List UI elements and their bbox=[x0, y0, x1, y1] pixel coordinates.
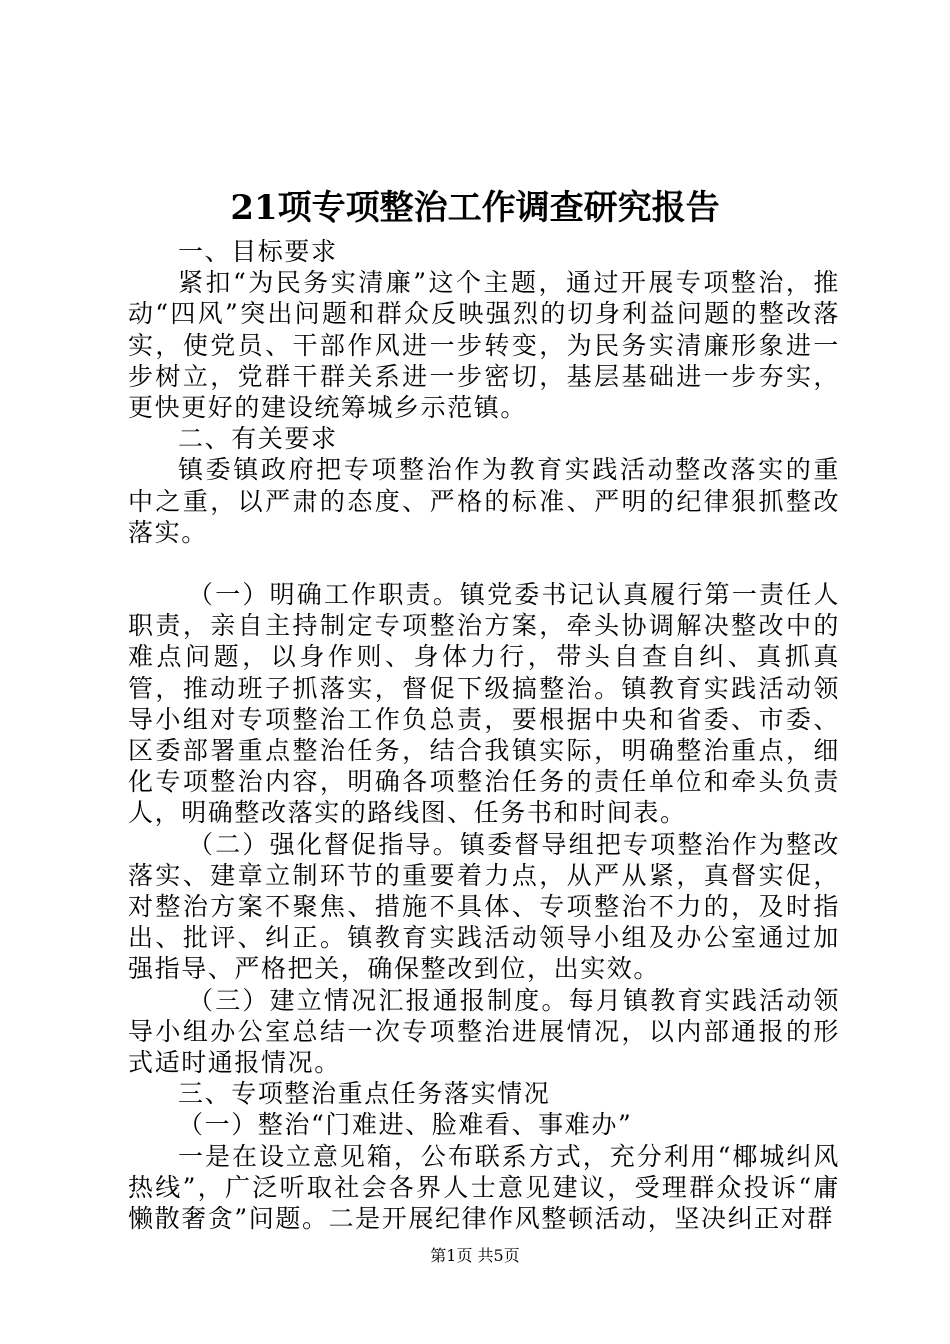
section-heading-goals: 一、目标要求 bbox=[178, 237, 338, 266]
paragraph-gap bbox=[128, 548, 840, 579]
paragraph-requirements: 镇委镇政府把专项整治作为教育实践活动整改落实的重中之重，以严肃的态度、严格的标准、严明的纪律狠抓整改落实。 bbox=[128, 455, 840, 547]
paragraph-measures: 一是在设立意见箱，公布联系方式，充分利用“椰城纠风热线”，广泛听取社会各界人士意见建议，受理群众投诉“庸懒散奢贪”问题。二是开展纪律作风整顿活动，坚决纠正对群 bbox=[128, 1141, 840, 1234]
document-title: 21项专项整治工作调查研究报告 bbox=[230, 188, 720, 228]
section-heading-requirements: 二、有关要求 bbox=[178, 424, 338, 454]
page-footer: 第1页 共5页 bbox=[430, 1246, 520, 1265]
paragraph-duties: （一）明确工作职责。镇党委书记认真履行第一责任人职责，亲自主持制定专项整治方案，牵头协调解决整改中的难点问题，以身作则、身体力行，带头自查自纠、真抓真管，推动班子抓落实，督促下级搞整治。镇教育实践活动领导小组对专项整治工作负总责，要根据中央和省委、市委、区委部署重点整治任务，结合我镇实际，明确整治重点，细化专项整治内容，明确各项整治任务的责任单位和牵头负责人，明确整改落实的路线图、任务书和时间表。 bbox=[128, 580, 840, 828]
paragraph-supervision: （二）强化督促指导。镇委督导组把专项整治作为整改落实、建章立制环节的重要着力点，从严从紧，真督实促，对整治方案不聚焦、措施不具体、专项整治不力的，及时指出、批评、纠正。镇教育实践活动领导小组及办公室通过加强指导、严格把关，确保整改到位，出实效。 bbox=[128, 829, 840, 984]
subsection-heading-rectify: （一）整治“门难进、脸难看、事难办” bbox=[178, 1110, 633, 1140]
paragraph-goals: 紧扣“为民务实清廉”这个主题，通过开展专项整治，推动“四风”突出问题和群众反映强烈的切身利益问题的整改落实，使党员、干部作风进一步转变，为民务实清廉形象进一步树立，党群干群关系进一步密切，基层基础进一步夯实，更快更好的建设统筹城乡示范镇。 bbox=[128, 268, 840, 423]
paragraph-reporting: （三）建立情况汇报通报制度。每月镇教育实践活动领导小组办公室总结一次专项整治进展情况，以内部通报的形式适时通报情况。 bbox=[128, 985, 840, 1078]
document-body bbox=[128, 236, 840, 1234]
section-heading-tasks: 三、专项整治重点任务落实情况 bbox=[178, 1079, 551, 1109]
